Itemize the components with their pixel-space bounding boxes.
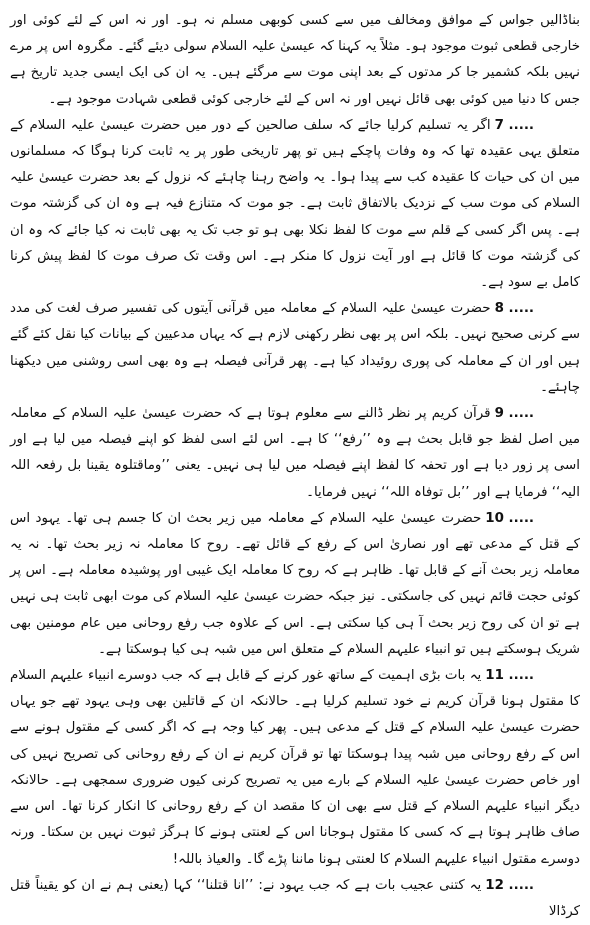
paragraph-number: 10 ..... (485, 510, 534, 526)
paragraph-8 (10, 296, 580, 401)
paragraph-text: حضرت عیسیٰ علیہ السلام کے معاملہ میں زیر بحث ان کا جسم ہی تھا۔ یہود اس کے قتل کے مدعی تھے اور نصاریٰ اس کے رفع کے قائل تھے۔ روح کا معاملہ نہ زیر بحث تھا۔ نہ یہ معاملہ زیر بحث آنے کے قابل تھا۔ ظاہر ہے کہ روح کا معاملہ ایک غیبی اور پوشیدہ معاملہ ہے۔ اس پر کوئی حجت قائم نہیں کی جاسکتی۔ نیز جبکہ حضرت عیسیٰ علیہ السلام کی موت ابھی ثابت ہی نہیں ہے تو ان کی روح زیر بحث آ ہی کیا سکتی ہے۔ اس کے علاوہ جب رفع روحانی میں عام مومنین بھی شریک ہوسکتے ہیں تو انبیاء علیہم السلام کے متعلق اس میں شبہ ہی کیا ہوسکتا ہے۔ (10, 510, 580, 657)
paragraph-12 (10, 873, 580, 925)
paragraph-10 (10, 506, 580, 663)
paragraph-number: 9 ..... (494, 406, 534, 422)
paragraph-9 (10, 401, 580, 506)
paragraph-continuation (10, 8, 580, 113)
paragraph-number: 12 ..... (485, 877, 534, 893)
paragraph-text: یہ بات بڑی اہمیت کے ساتھ غور کرنے کے قابل ہے کہ جب دوسرے انبیاء علیہم السلام کا مقتول ہونا قرآن کریم نے خود تسلیم کرلیا ہے۔ حالانکہ ان کے قاتلین بھی وہی یہود تھے جو یہاں حضرت عیسیٰ علیہ السلام کے قتل کے مدعی ہیں۔ پھر کیا وجہ ہے کہ اگر کسی کے مقتول ہونے سے اس کے رفع روحانی میں شبہ پیدا ہوسکتا تھا تو قرآن کریم نے ان کے رفع روحانی کی تصریح نہیں کی اور خاص حضرت عیسیٰ علیہ السلام کے بارے میں یہ تصریح کرنی کیوں ضروری سمجھی ہے۔ حالانکہ دیگر انبیاء علیہم السلام کے قتل سے بھی ان کا مقصد ان کے رفع روحانی کا انکار کرنا تھا۔ اس سے صاف ظاہر ہوتا ہے کہ کسی کا مقتول ہوجانا اس کے لعنتی ہونے کا ہرگز ثبوت نہیں بن سکتا۔ ورنہ دوسرے مقتول انبیاء علیہم السلام کا لعنتی ہونا ماننا پڑے گا۔ والعیاذ باللہ! (10, 668, 580, 867)
paragraph-number: 7 ..... (494, 117, 534, 133)
paragraph-text: اگر یہ تسلیم کرلیا جائے کہ سلف صالحین کے دور میں حضرت عیسیٰ علیہ السلام کے متعلق یہی عقیدہ تھا کہ وہ وفات پاچکے ہیں تو پھر تاریخی طور پر یہ ثابت کرنا ہوگا کہ مسلمانوں میں ان کی حیات کا عقیدہ کب سے پیدا ہوا۔ یہ واضح رہنا چاہئے کہ نزول کے بعد حضرت عیسیٰ علیہ السلام کی موت سب کے نزدیک بالاتفاق ثابت ہے۔ جو موت کہ متنازع فیہ ہے وہ ان کی گزشتہ موت ہے۔ پس اگر کسی کے قلم سے موت کا لفظ نکلا بھی ہو تو جب تک یہ بھی ثابت نہ کیا جائے کہ وہ ان کی گزشتہ موت کا قائل ہے اور آیت نزول کا منکر ہے۔ اس وقت تک صرف موت کا لفظ پیش کرنا کامل بے سود ہے۔ (10, 117, 580, 291)
document-page (10, 8, 580, 919)
paragraph-text: حضرت عیسیٰ علیہ السلام کے معاملہ میں قرآنی آیتوں کی تفسیر صرف لغت کی مدد سے کرنی صحیح نہیں۔ بلکہ اس پر بھی نظر رکھنی لازم ہے کہ یہاں مدعیین کے بیانات کیا نقل کئے گئے ہیں اور ان کے معاملہ کی پوری روئیداد کیا ہے۔ پھر قرآنی فیصلہ ہے وہ بھی اسی روشنی میں دیکھنا چاہئے۔ (10, 301, 580, 395)
paragraph-11 (10, 663, 580, 873)
paragraph-text: قرآن کریم پر نظر ڈالنے سے معلوم ہوتا ہے کہ حضرت عیسیٰ علیہ السلام کے معاملہ میں اصل لفظ جو قابل بحث ہے وہ ’’رفع‘‘ کا ہے۔ اس لئے اسی لفظ کو اپنے فیصلہ میں لیا ہے اور اسی پر زور دیا ہے اور تحفہ کا لفظ اپنے فیصلہ میں لیا ہی نہیں۔ یعنی ’’وماقتلوہ یقینا بل رفعہ اللہ الیہ‘‘ فرمایا ہے اور ’’بل توفاہ اللہ‘‘ نہیں فرمایا۔ (10, 406, 580, 500)
paragraph-7 (10, 113, 580, 296)
paragraph-text: بناڈالیں جواس کے موافق ومخالف میں سے کسی کوبھی مسلم نہ ہو۔ اور نہ اس کے لئے کوئی اور خارجی قطعی ثبوت موجود ہو۔ مثلاً یہ کہنا کہ عیسیٰ علیہ السلام سولی دیئے گئے۔ مگروہ اس پر مرے نہیں بلکہ کشمیر جا کر مدتوں کے بعد اپنی موت سے مرگئے ہیں۔ یہ ان کی ایک ایسی جدید تاریخ ہے جس کا دنیا میں کوئی بھی قائل نہیں اور نہ اس کے لئے خارجی کوئی قطعی شہادت موجود ہے۔ (10, 13, 580, 107)
paragraph-text: یہ کتنی عجیب بات ہے کہ جب یہود نے: ’’انا قتلنا‘‘ کہا (یعنی ہم نے ان کو یقیناً قتل کرڈالا (10, 877, 580, 919)
paragraph-number: 8 ..... (494, 301, 534, 317)
paragraph-number: 11 ..... (485, 668, 534, 684)
